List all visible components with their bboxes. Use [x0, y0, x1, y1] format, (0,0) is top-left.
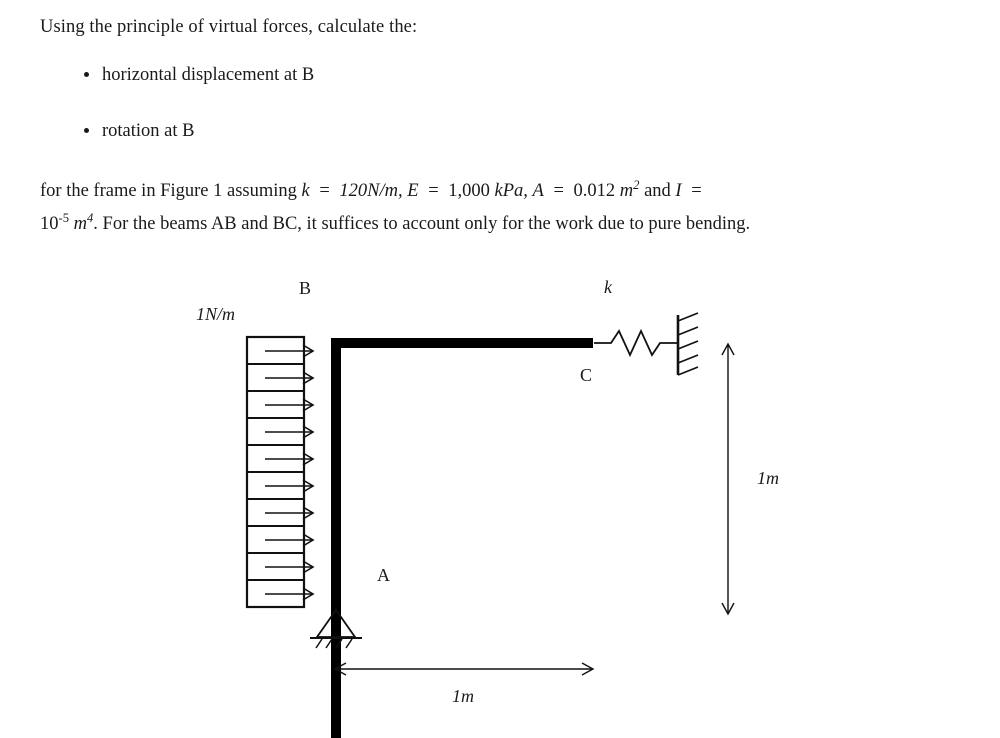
bullet-icon	[84, 72, 89, 77]
conjunction: and	[644, 180, 671, 201]
vertical-dimension-line	[722, 344, 734, 614]
value-k: 120N/m,	[339, 180, 403, 201]
assumptions-prefix: for the frame in Figure 1 assuming	[40, 180, 297, 201]
intro-line: Using the principle of virtual forces, calculate the:	[40, 17, 418, 37]
equals-3: =	[553, 180, 564, 201]
unit-a: $m^2$	[619, 177, 640, 201]
equals-4: =	[691, 180, 702, 201]
spring-support	[594, 313, 698, 375]
bullet-icon	[84, 128, 89, 133]
label-dimension-vertical: 1m	[757, 468, 779, 488]
value-e: 1,000	[448, 180, 490, 201]
value-a: 0.012	[573, 180, 616, 201]
bullet-text: horizontal displacement at B	[102, 64, 315, 85]
bullet-text: rotation at B	[102, 120, 195, 141]
horizontal-dimension-line	[335, 663, 593, 675]
unit-e: kPa,	[494, 180, 528, 201]
unit-i-exponent: 4	[86, 210, 94, 225]
problem-statement	[40, 14, 965, 241]
value-i: $10^{-5}$	[40, 210, 69, 234]
label-dimension-horizontal: 1m	[452, 686, 474, 706]
label-point-c: C	[580, 365, 593, 385]
assumptions-tail: . For the beams AB and BC, it suffices to account only for the work due to pure bending.	[93, 213, 751, 234]
symbol-i: I	[675, 180, 682, 201]
equals-2: =	[428, 180, 439, 201]
frame-diagram	[0, 265, 1000, 738]
frame-members	[331, 338, 593, 738]
symbol-k: k	[301, 180, 310, 201]
value-i-exponent: -5	[58, 210, 69, 225]
unit-a-exponent: 2	[633, 177, 640, 192]
list-item	[40, 63, 965, 89]
list-item	[40, 119, 965, 145]
label-point-a: A	[377, 565, 390, 585]
label-spring-k: k	[604, 277, 612, 297]
wall-hatching	[678, 313, 698, 375]
assumptions-line-1	[40, 175, 965, 208]
assumptions-paragraph	[40, 175, 965, 241]
symbol-a: A	[532, 180, 544, 201]
frame-diagram-svg	[0, 265, 1000, 738]
label-distributed-load: 1N/m	[196, 304, 236, 324]
unit-i: $m^4$	[73, 210, 94, 234]
assumptions-line-2	[40, 208, 965, 241]
symbol-e: E	[407, 180, 419, 201]
requirements-list	[40, 63, 965, 145]
label-point-b: B	[299, 278, 312, 298]
equals-1: =	[319, 180, 330, 201]
